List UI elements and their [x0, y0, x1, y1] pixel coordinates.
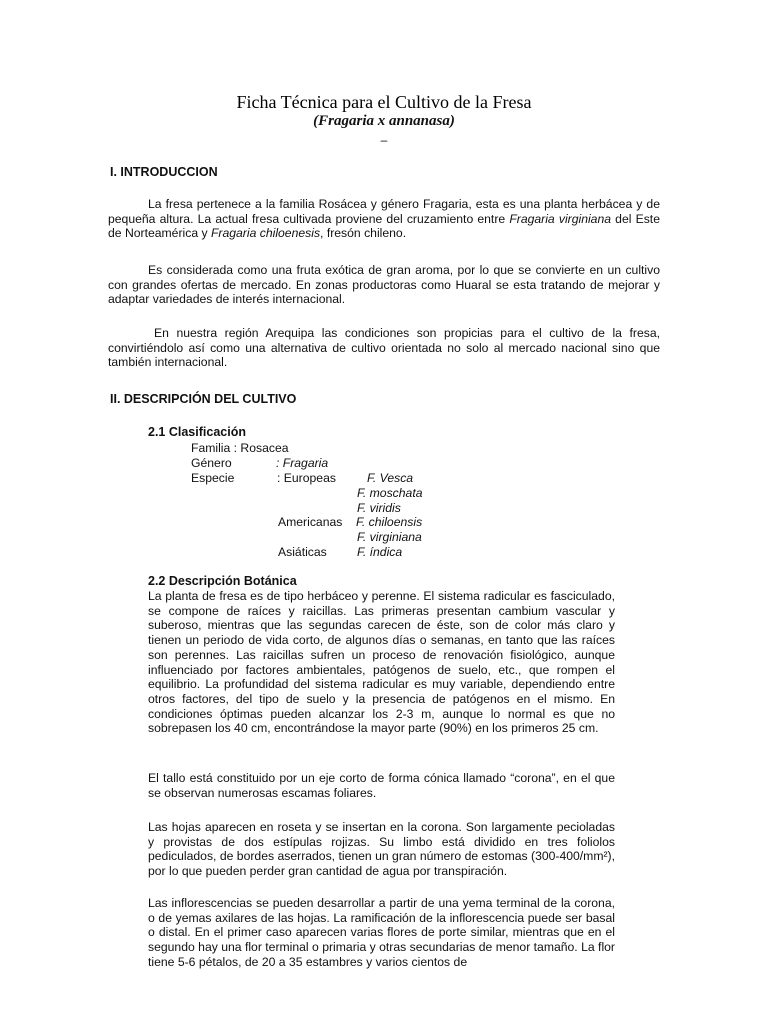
botanica-p2-text: El tallo está constituido por un eje corto de forma cónica llamado “corona”, en el que se observan numerosas escamas foliares.	[148, 771, 615, 800]
intro-p1-text-c: del Este de Norteamérica y	[108, 211, 660, 241]
clasificacion-europeas-label: : Europeas	[277, 471, 336, 485]
intro-p1-species-virginiana: Fragaria virginiana	[509, 211, 612, 226]
clasificacion-familia: Familia : Rosacea	[191, 441, 289, 455]
document-subtitle: (Fragaria x annanasa)	[313, 113, 455, 129]
section-heading-descripcion: II. DESCRIPCIÓN DEL CULTIVO	[110, 392, 297, 406]
species-f-virginiana: F. virginiana	[357, 530, 422, 544]
botanica-p4-text: Las inflorescencias se pueden desarrollar a partir de una yema terminal de la corona, o de yemas axilares de las hojas. La ramificación de la inflorescencia puede ser basal o distal. En el primer caso aparecen varias flores de porte similar, mientras que en el segundo hay una flor terminal o primaria y otras secundarias de menor tamaño. La flor tiene 5-6 pétalos, de 20 a 35 estambres y varios cientos de	[148, 896, 615, 969]
clasificacion-genero-label: Género	[191, 456, 232, 470]
intro-paragraph-2	[108, 263, 660, 307]
species-f-indica: F. índica	[357, 545, 403, 559]
species-f-viridis: F. viridis	[357, 501, 401, 515]
intro-p1-text-a: La fresa pertenece a la familia Rosácea y género Fragaria, esta es una planta herbácea y de pequeña altura. La actual fresa cultivada proviene del cruzamiento entre	[108, 197, 660, 226]
species-f-moschata: F. moschata	[357, 486, 423, 500]
botanica-p3-text: Las hojas aparecen en roseta y se insertan en la corona. Son largamente pecioladas y provistas de dos estípulas rojizas. Su limbo está dividido en tres foliolos pediculados, de bordes aserrados, tienen un gran número de estomas (300-400/mm²), por lo que pueden perder gran cantidad de agua por transpiración.	[148, 820, 615, 879]
botanica-paragraph-3	[148, 820, 615, 879]
subsection-heading-clasificacion: 2.1 Clasificación	[148, 425, 246, 439]
species-f-chiloensis: F. chiloensis	[356, 515, 423, 529]
species-f-vesca: F. Vesca	[367, 471, 414, 485]
title-dash: –	[380, 133, 388, 147]
subsection-heading-botanica: 2.2 Descripción Botánica	[148, 574, 297, 588]
intro-p1-text-e: , fresón chileno.	[320, 226, 407, 241]
document-title: Ficha Técnica para el Cultivo de la Fresa	[236, 92, 532, 112]
intro-paragraph-1	[108, 197, 660, 241]
intro-p3-text: En nuestra región Arequipa las condiciones son propicias para el cultivo de la fresa, convirtiéndolo así como una alternativa de cultivo orientada no solo al mercado nacional sino que también internacional.	[108, 326, 660, 370]
genero-value-text: : Fragaria	[276, 456, 329, 470]
intro-p1-species-chiloenesis: Fragaria chiloenesis	[210, 226, 321, 241]
botanica-paragraph-2	[148, 771, 615, 800]
botanica-p1-text: La planta de fresa es de tipo herbáceo y perenne. El sistema radicular es fasciculado, se compone de raíces y raicillas. Las primeras presentan cambium vascular y suberoso, mientras que las segundas carecen de éste, son de color más claro y tienen un periodo de vida corto, de algunos días o semanas, en tanto que las raíces son perennes. Las raicillas sufren un proceso de renovación fisiológico, aunque influenciado por factores ambientales, patógenos de suelo, etc., que rompen el equilibrio. La profundidad del sistema radicular es muy variable, dependiendo entre otros factores, del tipo de suelo y la presencia de patógenos en el mismo. En condiciones óptimas pueden alcanzar los 2-3 m, aunque lo normal es que no sobrepasen los 40 cm, encontrándose la mayor parte (90%) en los primeros 25 cm.	[148, 589, 615, 736]
botanica-paragraph-4	[148, 896, 615, 970]
clasificacion-americanas-label: Americanas	[278, 515, 343, 529]
intro-paragraph-3	[108, 326, 660, 370]
botanica-paragraph-1	[148, 589, 615, 736]
clasificacion-genero-value	[276, 456, 328, 470]
clasificacion-especie-label: Especie	[191, 471, 235, 485]
intro-p2-text: Es considerada como una fruta exótica de gran aroma, por lo que se convierte en un cultivo con grandes ofertas de mercado. En zonas productoras como Huaral se esta tratando de mejorar y adaptar variedades de interés internacional.	[108, 263, 660, 307]
clasificacion-asiaticas-label: Asiáticas	[278, 545, 327, 559]
section-heading-introduccion: I. INTRODUCCION	[110, 165, 218, 179]
